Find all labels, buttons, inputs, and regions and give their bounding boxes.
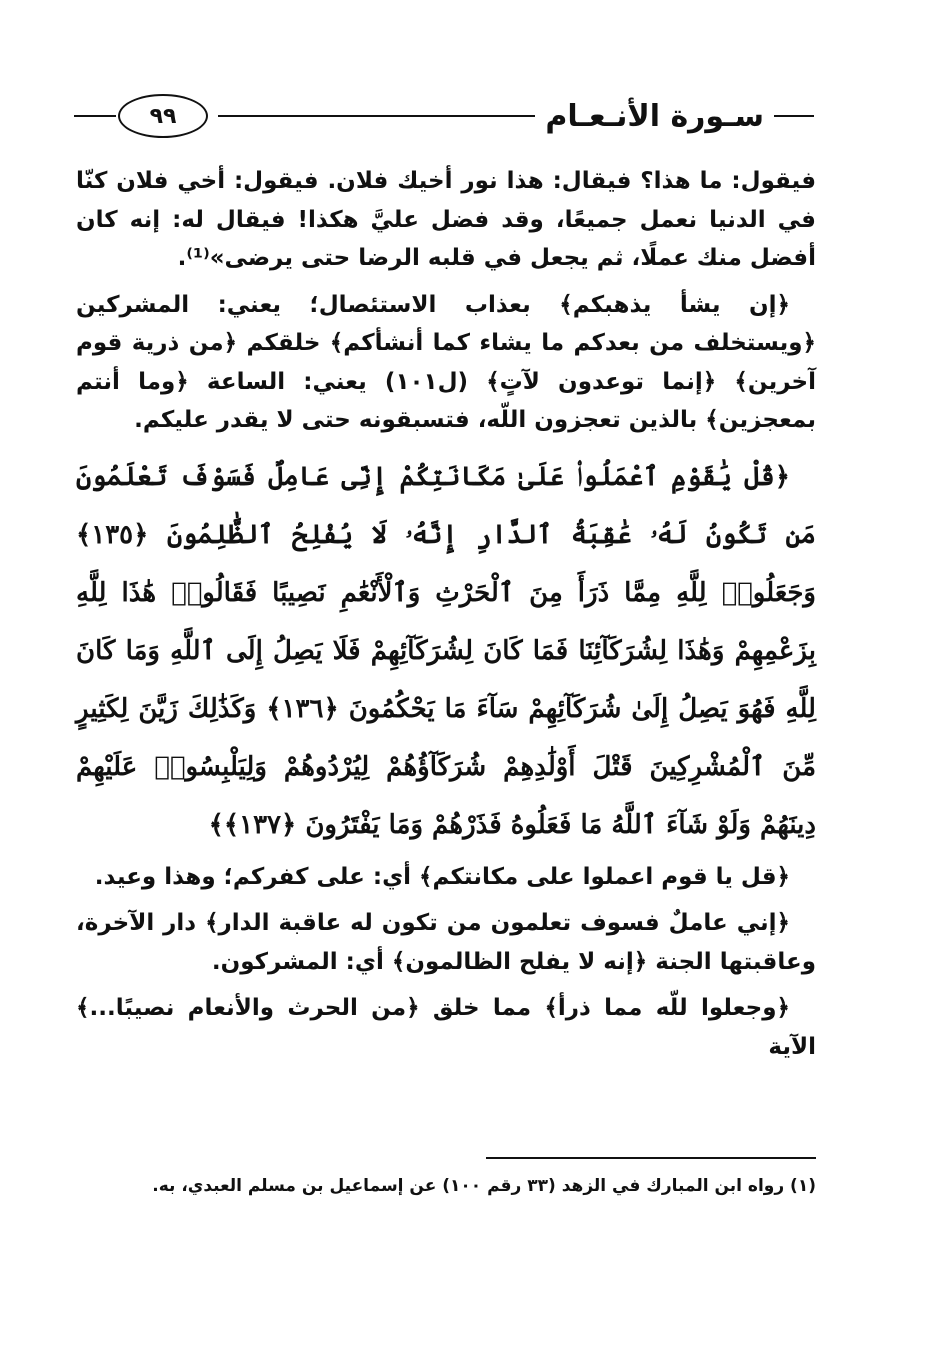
- footnote-divider: [486, 1157, 816, 1159]
- header-rule-middle: [218, 115, 535, 117]
- footnote: (١) رواه ابن المبارك في الزهد (٣٣ رقم ١٠٠) عن إسماعيل بن مسلم العبدي، به.: [152, 1176, 816, 1196]
- header-rule-right: [774, 115, 814, 117]
- commentary-2: ﴿إني عاملٌ فسوف تعلمون من تكون له عاقبة الدار﴾ دار الآخرة، وعاقبتها الجنة ﴿إنه لا يفلح الظالمون﴾ أي: المشركون.: [76, 910, 816, 975]
- page-number-oval: [118, 94, 208, 138]
- paragraph-intro: فيقول: ما هذا؟ فيقال: هذا نور أخيك فلان. فيقول: أخي فلان كنّا في الدنيا نعمل جميعًا، وقد فضل عليَّ هكذا! فيقال له: إنه كان أفضل منك عملًا، ثم يجعل في قلبه الرضا حتى يرضى»⁽¹⁾.: [76, 168, 816, 271]
- paragraph-tafsir-1: ﴿إن يشأ يذهبكم﴾ بعذاب الاستئصال؛ يعني: المشركين ﴿ويستخلف من بعدكم ما يشاء كما أنشأكم﴾ خلقكم ﴿من ذرية قوم آخرين﴾ ﴿إنما توعدون لآتٍ﴾ (ل١٠١) يعني: الساعة ﴿وما أنتم بمعجزين﴾ بالذين تعجزون اللّه، فتسبقونه حتى لا يقدر عليكم.: [76, 291, 816, 433]
- commentary-3: ﴿وجعلوا للّه مما ذرأ﴾ مما خلق ﴿من الحرث والأنعام نصيبًا...﴾ الآية: [76, 995, 816, 1060]
- page-number: ٩٩: [149, 103, 177, 129]
- quran-passage: ﴿قُلْ يَٰقَوْمِ ٱعْمَلُوا۟ عَلَىٰ مَكَانَتِكُمْ إِنِّى عَامِلٌ فَسَوْفَ تَعْلَمُونَ مَن تَكُونُ لَهُۥ عَٰقِبَةُ ٱلدَّارِ إِنَّهُۥ لَا يُفْلِحُ ٱلظَّٰلِمُونَ ﴿١٣٥﴾ وَجَعَلُوا۟ لِلَّهِ مِمَّا ذَرَأَ مِنَ ٱلْحَرْثِ وَٱلْأَنْعَٰمِ نَصِيبًا فَقَالُوا۟ هَٰذَا لِلَّهِ بِزَعْمِهِمْ وَهَٰذَا لِشُرَكَآئِنَا فَمَا كَانَ لِشُرَكَآئِهِمْ فَلَا يَصِلُ إِلَى ٱللَّهِ وَمَا كَانَ لِلَّهِ فَهُوَ يَصِلُ إِلَىٰ شُرَكَآئِهِمْ سَآءَ مَا يَحْكُمُونَ ﴿١٣٦﴾ وَكَذَٰلِكَ زَيَّنَ لِكَثِيرٍ مِّنَ ٱلْمُشْرِكِينَ قَتْلَ أَوْلَٰدِهِمْ شُرَكَآؤُهُمْ لِيُرْدُوهُمْ وَلِيَلْبِسُوا۟ عَلَيْهِمْ دِينَهُمْ وَلَوْ شَآءَ ٱللَّهُ مَا فَعَلُوهُ فَذَرْهُمْ وَمَا يَفْتَرُونَ ﴿١٣٧﴾﴾: [76, 461, 816, 840]
- commentary-1: ﴿قل يا قوم اعملوا على مكانتكم﴾ أي: على كفركم؛ وهذا وعيد.: [94, 863, 790, 890]
- page-header: [74, 92, 814, 140]
- header-rule-left: [74, 115, 116, 117]
- surah-title: سـورة الأنـعـام: [545, 98, 764, 134]
- page-body: [76, 162, 816, 1074]
